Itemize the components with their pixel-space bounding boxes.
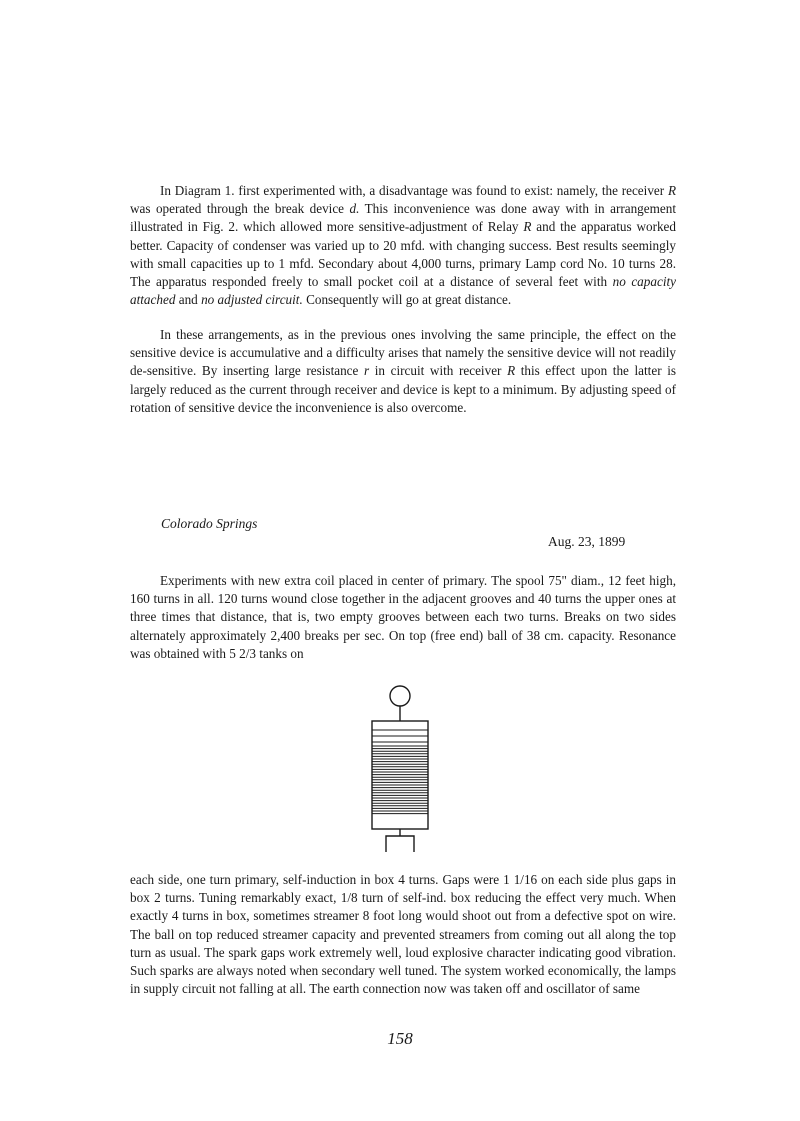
paragraph-tuning: each side, one turn primary, self-induction in box 4 turns. Gaps were 1 1/16 on each side plus gaps in box 2 turns. Tuning remarkably exact, 1/8 turn of self-ind. box reducing the effect very much. When exactly 4 turns in box, sometimes streamer 8 foot long would shoot out from a defective spot on wire. The ball on top reduced streamer capacity and prevented streamers from coming out all along the top turn as usual. The spark gaps work extremely well, loud explosive character indicating good vibration. Such sparks are always noted when secondary well tuned. The system worked economically, the lamps in supply circuit not falling at all. The earth connection now was taken off and oscillator of same — [130, 872, 676, 997]
text-run: In these arrangements, as in the previous ones involving the same principle, the effect on the sensitive device is accumulative and a difficulty arises that namely the sensitive device will not readily de-sensitive. By inserting large resistance — [130, 327, 676, 379]
paragraph-diagram-1 — [130, 182, 676, 309]
italic-symbol: r — [364, 363, 370, 379]
dateline-date: Aug. 23, 1899 — [548, 534, 626, 549]
text-run: and the apparatus worked better. Capacity of condenser was varied up to 20 mfd. with changing success. Best results seemingly with small capacities up to 1 mfd. Secondary about 4,000 turns, primary Lamp cord No. 10 turns 28. The apparatus responded freely to small pocket coil at a distance of several feet with — [130, 219, 676, 290]
coil-with-ball-diagram-icon — [360, 684, 440, 860]
paragraph-extra-coil: Experiments with new extra coil placed in center of primary. The spool 75" diam., 12 feet high, 160 turns in all. 120 turns wound close together in the adjacent grooves and 40 turns the upper ones at three times that distance, that is, two empty grooves between each two turns. Breaks on two sides alternately approximately 2,400 breaks per sec. On top (free end) ball of 38 cm. capacity. Resonance was obtained with 5 2/3 tanks on — [130, 573, 676, 661]
text-run: This inconvenience was done away with in arrangement illustrated in Fig. 2. which allowed more sensitive-adjustment of Relay — [130, 201, 676, 235]
text-run: and — [175, 292, 202, 308]
text-run: Consequently will go at great distance. — [302, 292, 512, 308]
paragraph-arrangements — [130, 326, 676, 417]
text-run: this effect upon the latter is largely reduced as the current through receiver and device is kept to a minimum. By adjusting speed of rotation of sensitive device the inconvenience is also overcome. — [130, 363, 676, 415]
dateline-place: Colorado Springs — [161, 516, 258, 531]
page-number: 158 — [387, 1029, 413, 1048]
top-ball — [390, 686, 410, 706]
italic-symbol: R — [507, 363, 516, 379]
italic-symbol: R — [667, 183, 676, 198]
base-terminal — [386, 836, 414, 852]
italic-symbol: d. — [349, 201, 360, 217]
italic-symbol: R — [523, 219, 532, 235]
text-run: was operated through the break device — [130, 201, 350, 217]
italic-emphasis: no capacity attached — [130, 274, 676, 308]
italic-emphasis: no adjusted circuit. — [201, 292, 303, 308]
coil-diagram — [360, 684, 440, 860]
text-run: In Diagram 1. first experimented with, a disadvantage was found to exist: namely, the receiver — [160, 183, 668, 198]
coil-turns — [372, 730, 428, 814]
text-run: in circuit with receiver — [369, 363, 508, 379]
